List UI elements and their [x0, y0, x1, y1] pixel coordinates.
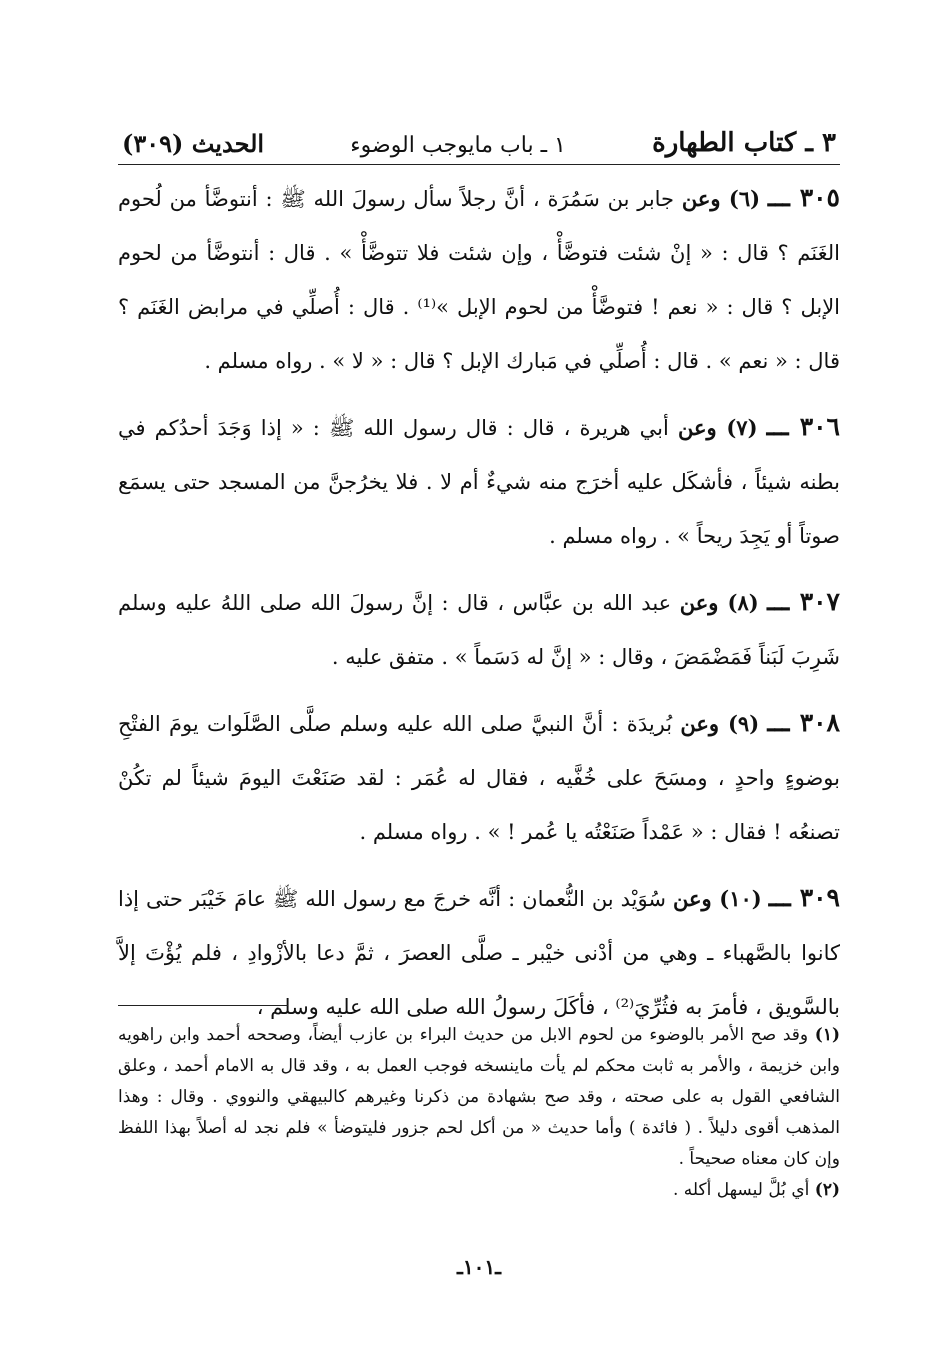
hadith-sub-number: (٦) وعن — [681, 186, 761, 211]
hadith-list — [118, 171, 840, 1046]
hadith-number: ٣٠٥ ـــ — [767, 183, 840, 212]
hadith-306 — [118, 400, 840, 563]
page-number: ـ١٠١ـ — [457, 1255, 501, 1279]
hadith-text: أبي هريرة ، قال : قال رسول الله ﷺ : « إذا وَجَدَ أحدُكم في بطنه شيئاً ، فأشكَل عليه أخرَج منه شيءٌ أم لا . فلا يخرُجنَّ من المسجد حتى يسمَع صوتاً أو يَجِدَ ريحاً » . رواه مسلم . — [118, 416, 840, 548]
hadith-text: سُوَيْد بن النُّعمان : أنَّه خرجَ مع رسول الله ﷺ عامَ خَيْبَر حتى إذا كانوا بالصَّهباء ـ وهي من أدْنى خيْبر ـ صلَّى العصرَ ، ثمَّ دعا بالأزْوادِ ، فلم يُؤْتَ إلاَّ بالسَّويق ، فأمرَ به فثُرِّيَ⁽²⁾ ، فأكَلَ رسولُ الله صلى الله عليه وسلم ، — [118, 887, 840, 1019]
footnote-divider — [118, 1005, 288, 1006]
hadith-308 — [118, 696, 840, 859]
chapter-title: ١ ـ باب مايوجب الوضوء — [350, 133, 566, 158]
hadith-sub-number: (١٠) وعن — [672, 886, 762, 911]
footnotes — [118, 1020, 840, 1206]
hadith-number: ٣٠٦ ـــ — [766, 412, 840, 441]
footnote-text: أي بُلَّ ليسهل أكله . — [672, 1180, 810, 1200]
footnote-text: وقد صح الأمر بالوضوء من لحوم الابل من حديث البراء بن عازب أيضاً، وصححه أحمد وابن راهويه وابن خزيمة ، والأمر به ثابت محكم لم يأت ماينسخه فوجب العمل به ، وقد قال به الامام أحمد ، وعلق الشافعي القول به على صحته ، وقد صح بشهادة من ذكرنا وغيرهم كالبيهقي والنووي . وقال : وهذا المذهب أقوى دليلاً . ( فائدة ) وأما حديث « من أكل لحم جزور فليتوضأ » فلم نجد له أصلاً بهذا اللفظ وإن كان معناه صحيحاً . — [118, 1025, 840, 1169]
hadith-number: ٣٠٩ ـــ — [768, 883, 840, 912]
hadith-range: الحديث (٣٠٩) — [122, 129, 265, 158]
footnote-1 — [118, 1020, 840, 1175]
hadith-text: بُريدَة : أنَّ النبيَّ صلى الله عليه وسلم صلَّى الصَّلَوات يومَ الفتْحِ بوضوءٍ واحدٍ ، ومسَحَ على خُفَّيه ، فقال له عُمَر : لقد صَنَعْتَ اليومَ شيئاً لم تكُنْ تصنعُه ! فقال : « عَمْداً صَنَعْتُه يا عُمر ! » . رواه مسلم . — [118, 712, 840, 844]
footnote-marker: (٢) — [814, 1180, 840, 1200]
footnote-marker: (١) — [814, 1025, 840, 1045]
hadith-309 — [118, 871, 840, 1034]
hadith-text: عبد الله بن عبَّاس ، قال : إنَّ رسولَ الله صلى اللهُ عليه وسلم شَرِبَ لَبَناً فَمَضْمَضَ ، وقال : « إنَّ له دَسَماً » . متفق عليه . — [118, 591, 840, 669]
book-title: ٣ ـ كتاب الطهارة — [652, 128, 836, 158]
hadith-number: ٣٠٨ ـــ — [767, 708, 840, 737]
hadith-text: جابر بن سَمُرَة ، أنَّ رجلاً سأل رسولَ الله ﷺ : أنتوضَّأ من لُحوم الغَنَم ؟ قال : « إنْ شئت فتوضَّأْ ، وإن شئت فلا تتوضَّأْ » . قال : أنتوضَّأ من لحوم الإبل ؟ قال : « نعم ! فتوضَّأْ من لحوم الإبل »⁽¹⁾ . قال : أُصلِّي في مرابض الغَنَم ؟ قال : « نعم » . قال : أُصلِّي في مَبارك الإبل ؟ قال : « لا » . رواه مسلم . — [118, 187, 840, 373]
hadith-sub-number: (٨) وعن — [679, 590, 759, 615]
hadith-sub-number: (٧) وعن — [677, 415, 758, 440]
hadith-sub-number: (٩) وعن — [680, 711, 760, 736]
running-header — [118, 95, 840, 165]
hadith-307 — [118, 575, 840, 684]
hadith-number: ٣٠٧ ـــ — [767, 587, 840, 616]
hadith-305 — [118, 171, 840, 388]
footnote-2 — [118, 1175, 840, 1206]
document-page — [118, 95, 840, 1325]
